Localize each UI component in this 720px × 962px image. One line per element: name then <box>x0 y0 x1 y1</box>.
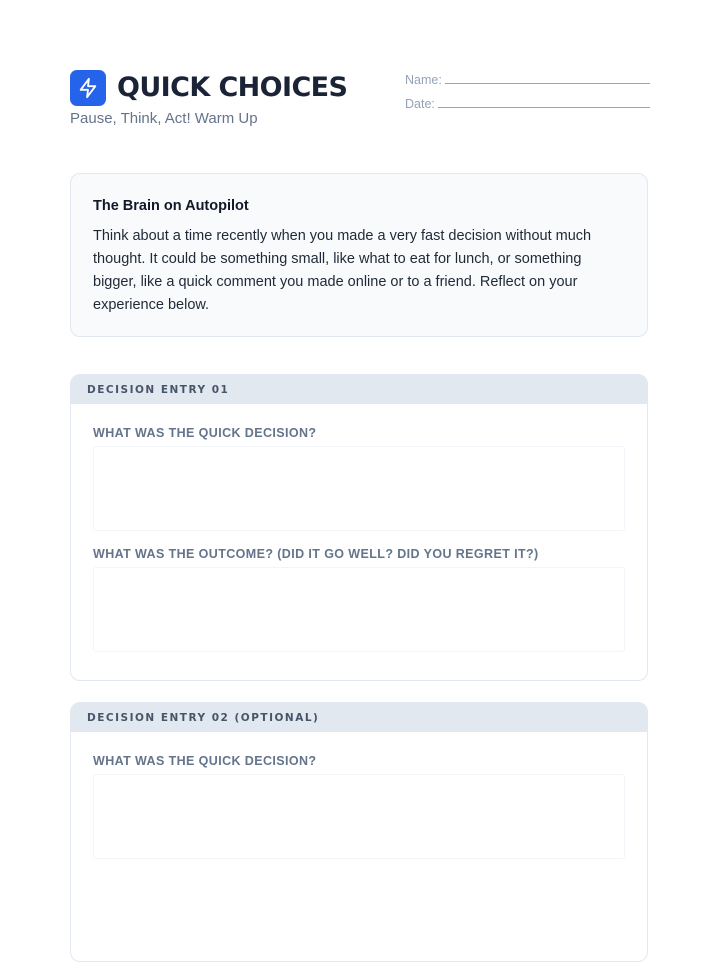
field-label: WHAT WAS THE QUICK DECISION? <box>93 754 317 768</box>
decision-entry-1 <box>70 374 648 681</box>
quick-decision-textarea[interactable] <box>93 774 625 859</box>
name-date-block <box>405 71 650 111</box>
intro-title: The Brain on Autopilot <box>93 198 249 214</box>
date-field[interactable] <box>438 107 650 108</box>
name-field[interactable] <box>445 83 650 84</box>
outcome-textarea[interactable] <box>93 567 625 652</box>
name-row <box>405 71 650 87</box>
intro-body: Think about a time recently when you made a very fast decision without much thought. It could be something small, like what to eat for lunch, or something bigger, like a quick comment you made online or to a friend. Reflect on your experience below. <box>93 228 592 313</box>
page-subtitle: Pause, Think, Act! Warm Up <box>70 110 258 127</box>
entry-body <box>71 732 647 859</box>
field-label: WHAT WAS THE OUTCOME? (DID IT GO WELL? DID YOU REGRET IT?) <box>93 547 539 561</box>
page-title: QUICK CHOICES <box>117 72 348 103</box>
entry-body <box>71 404 647 652</box>
lightning-bolt-icon <box>70 70 106 106</box>
intro-card <box>70 173 648 337</box>
quick-decision-textarea[interactable] <box>93 446 625 531</box>
quick-decision-field <box>93 426 625 531</box>
field-label: WHAT WAS THE QUICK DECISION? <box>93 426 317 440</box>
entry-heading: DECISION ENTRY 02 (OPTIONAL) <box>71 703 647 732</box>
name-label: Name: <box>405 73 442 87</box>
decision-entry-2 <box>70 702 648 962</box>
date-label: Date: <box>405 97 435 111</box>
entry-heading: DECISION ENTRY 01 <box>71 375 647 404</box>
quick-decision-field <box>93 754 625 859</box>
date-row <box>405 95 650 111</box>
brand <box>70 70 347 106</box>
outcome-field <box>93 547 625 652</box>
